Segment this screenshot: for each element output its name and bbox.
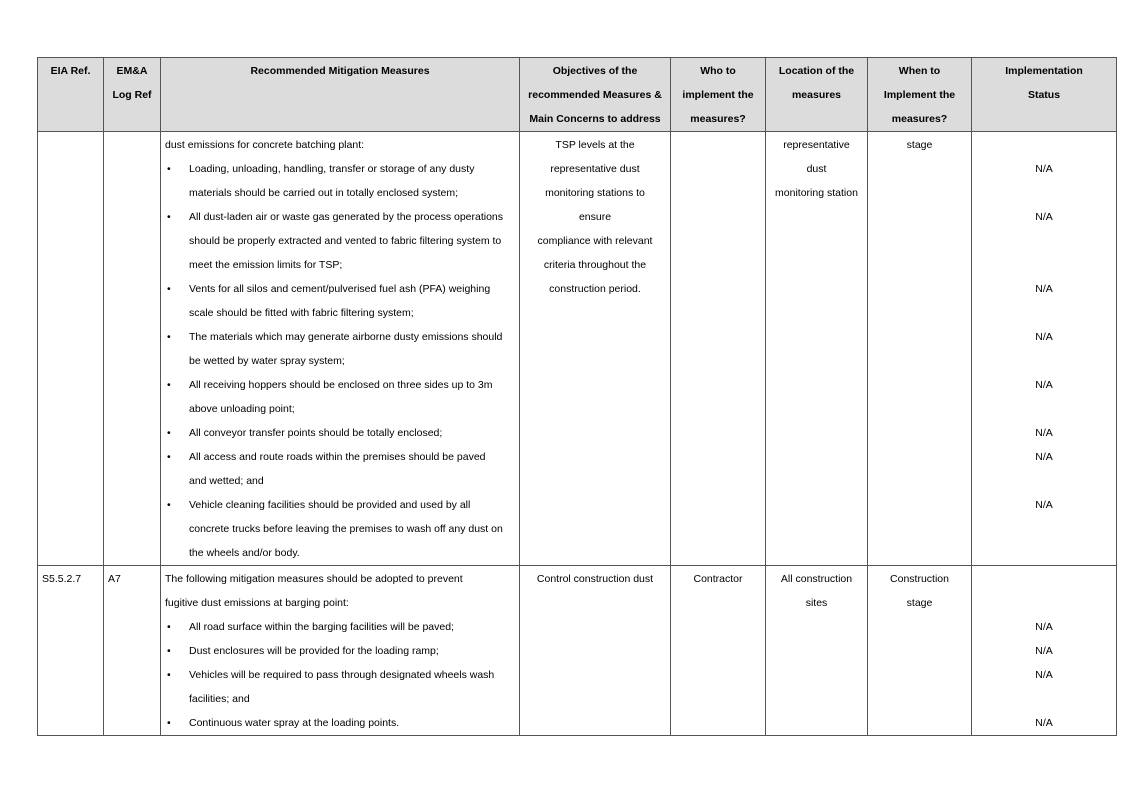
status-value: N/A	[1035, 499, 1053, 511]
status-value: N/A	[1035, 163, 1053, 175]
list-item-line: Dust enclosures will be provided for the loading ramp;	[189, 645, 439, 657]
header-objectives	[520, 58, 671, 132]
table-row	[38, 132, 1117, 566]
header-line: measures?	[891, 113, 948, 125]
list-item-text	[189, 325, 515, 373]
cell-location-line: dust	[806, 163, 827, 175]
list-item	[165, 157, 515, 205]
header-eia-ref	[38, 58, 104, 132]
status-spacer	[976, 687, 1112, 711]
list-item-line: Vents for all silos and cement/pulverised fuel ash (PFA) weighing	[189, 283, 491, 295]
status-spacer	[976, 229, 1112, 253]
list-item	[165, 421, 515, 445]
status-spacer	[976, 567, 1112, 591]
measure-intro: dust emissions for concrete batching plant:	[165, 139, 365, 151]
cell-objectives-line: criteria throughout the	[543, 259, 647, 271]
cell-log-ref	[104, 132, 161, 566]
list-item-line: All road surface within the barging facilities will be paved;	[189, 621, 454, 633]
cell-objectives-line: ensure	[578, 211, 612, 223]
status-spacer	[976, 591, 1112, 615]
cell-location	[766, 566, 868, 736]
cell-location	[766, 132, 868, 566]
list-item-line: Vehicles will be required to pass through designated wheels wash	[189, 669, 495, 681]
list-item-line: All dust-laden air or waste gas generated by the process operations	[189, 211, 504, 223]
cell-measures	[161, 566, 520, 736]
status-spacer	[976, 349, 1112, 373]
cell-eia-ref: S5.5.2.7	[38, 566, 104, 736]
list-item-text	[189, 639, 515, 663]
header-line: Status	[1027, 89, 1061, 101]
header-line: recommended Measures &	[528, 89, 662, 101]
header-line: When to	[898, 65, 941, 77]
cell-location-line: sites	[805, 597, 828, 609]
list-item-line: All conveyor transfer points should be totally enclosed;	[189, 427, 443, 439]
list-item-line: Vehicle cleaning facilities should be provided and used by all	[189, 499, 471, 511]
list-item	[165, 205, 515, 277]
cell-objectives	[520, 566, 671, 736]
status-spacer	[976, 253, 1112, 277]
cell-location-line: monitoring station	[775, 187, 858, 199]
cell-location-line: All construction	[780, 573, 853, 585]
cell-objectives-line: monitoring stations to	[545, 187, 645, 199]
cell-objectives-line: Control construction dust	[536, 573, 654, 585]
header-line: EIA Ref.	[50, 65, 91, 77]
status-value: N/A	[1035, 451, 1053, 463]
header-line: Main Concerns to address	[529, 113, 661, 125]
list-item	[165, 493, 515, 565]
bullet-icon: •	[167, 717, 171, 729]
header-line: EM&A	[116, 65, 148, 77]
header-line: Implement the	[883, 89, 956, 101]
cell-objectives-line: construction period.	[549, 283, 641, 295]
list-item-line: The materials which may generate airborne dusty emissions should	[189, 331, 503, 343]
bullet-icon: •	[167, 211, 171, 223]
status-value: N/A	[1035, 283, 1053, 295]
table-row	[38, 566, 1117, 736]
list-item-text	[189, 157, 515, 205]
status-value: N/A	[1035, 427, 1053, 439]
status-spacer	[976, 469, 1112, 493]
list-item-line: should be properly extracted and vented to fabric filtering system to	[189, 235, 502, 247]
bullet-icon: •	[167, 379, 171, 391]
list-item-line: materials should be carried out in totally enclosed system;	[189, 187, 459, 199]
cell-when-line: stage	[906, 597, 933, 609]
cell-location-line: representative	[783, 139, 850, 151]
cell-objectives-line: compliance with relevant	[537, 235, 653, 247]
list-item-line: Continuous water spray at the loading points.	[189, 717, 400, 729]
cell-objectives	[520, 132, 671, 566]
bullet-icon: •	[167, 621, 171, 633]
cell-status	[972, 132, 1117, 566]
list-item	[165, 277, 515, 325]
list-item-line: facilities; and	[189, 693, 250, 705]
header-line: measures?	[690, 113, 746, 125]
status-value: N/A	[1035, 645, 1053, 657]
header-row	[38, 58, 1117, 132]
cell-log-ref: A7	[104, 566, 161, 736]
header-status	[972, 58, 1117, 132]
cell-when	[868, 132, 972, 566]
list-item-line: scale should be fitted with fabric filtering system;	[189, 307, 414, 319]
status-spacer	[976, 301, 1112, 325]
list-item-text	[189, 421, 515, 445]
cell-status	[972, 566, 1117, 736]
status-spacer	[976, 541, 1112, 565]
list-item-text	[189, 493, 515, 565]
status-value: N/A	[1035, 717, 1053, 729]
list-item-line: meet the emission limits for TSP;	[189, 259, 343, 271]
cell-objectives-line: representative dust	[550, 163, 640, 175]
cell-eia-ref	[38, 132, 104, 566]
list-item	[165, 325, 515, 373]
bullet-icon: •	[167, 451, 171, 463]
list-item	[165, 663, 515, 711]
bullet-icon: •	[167, 645, 171, 657]
list-item-text	[189, 373, 515, 421]
header-when	[868, 58, 972, 132]
list-item-line: and wetted; and	[189, 475, 264, 487]
cell-who	[671, 566, 766, 736]
bullet-icon: •	[167, 669, 171, 681]
header-line: measures	[791, 89, 842, 101]
status-spacer	[976, 397, 1112, 421]
bullet-icon: •	[167, 499, 171, 511]
status-value: N/A	[1035, 331, 1053, 343]
status-value: N/A	[1035, 669, 1053, 681]
list-item-line: All receiving hoppers should be enclosed on three sides up to 3m	[189, 379, 493, 391]
list-item-text	[189, 615, 515, 639]
cell-when-line: Construction	[890, 573, 949, 585]
list-item	[165, 445, 515, 493]
cell-who	[671, 132, 766, 566]
list-item	[165, 639, 515, 663]
measure-intro: fugitive dust emissions at barging point:	[165, 597, 349, 609]
list-item	[165, 615, 515, 639]
list-item-text	[189, 663, 515, 711]
cell-when-line: stage	[906, 139, 933, 151]
bullet-icon: •	[167, 163, 171, 175]
list-item-line: concrete trucks before leaving the premises to wash off any dust on	[189, 523, 503, 535]
header-line: Who to	[700, 65, 736, 77]
cell-when	[868, 566, 972, 736]
list-item	[165, 373, 515, 421]
header-line: Objectives of the	[552, 65, 638, 77]
bullet-icon: •	[167, 283, 171, 295]
status-spacer	[976, 133, 1112, 157]
header-who	[671, 58, 766, 132]
header-line: Implementation	[1005, 65, 1083, 77]
list-item-line: the wheels and/or body.	[189, 547, 300, 559]
header-measures	[161, 58, 520, 132]
header-line: implement the	[682, 89, 754, 101]
status-value: N/A	[1035, 211, 1053, 223]
header-log-ref	[104, 58, 161, 132]
status-value: N/A	[1035, 379, 1053, 391]
header-line: Log Ref	[112, 89, 152, 101]
list-item-text	[189, 205, 515, 277]
header-line: Recommended Mitigation Measures	[250, 65, 430, 77]
header-line: Location of the	[778, 65, 855, 77]
measure-intro: The following mitigation measures should be adopted to prevent	[165, 573, 463, 585]
list-item-line: Loading, unloading, handling, transfer or storage of any dusty	[189, 163, 475, 175]
cell-measures	[161, 132, 520, 566]
status-spacer	[976, 181, 1112, 205]
status-spacer	[976, 517, 1112, 541]
mitigation-measures-table	[37, 57, 1117, 736]
status-value: N/A	[1035, 621, 1053, 633]
list-item-line: above unloading point;	[189, 403, 295, 415]
list-item-text	[189, 711, 515, 735]
cell-objectives-line: TSP levels at the	[555, 139, 635, 151]
list-item-line: be wetted by water spray system;	[189, 355, 345, 367]
list-item-text	[189, 277, 515, 325]
bullet-icon: •	[167, 427, 171, 439]
header-location	[766, 58, 868, 132]
cell-who-line: Contractor	[693, 573, 743, 585]
bullet-icon: •	[167, 331, 171, 343]
list-item-text	[189, 445, 515, 493]
list-item-line: All access and route roads within the premises should be paved	[189, 451, 486, 463]
list-item	[165, 711, 515, 735]
